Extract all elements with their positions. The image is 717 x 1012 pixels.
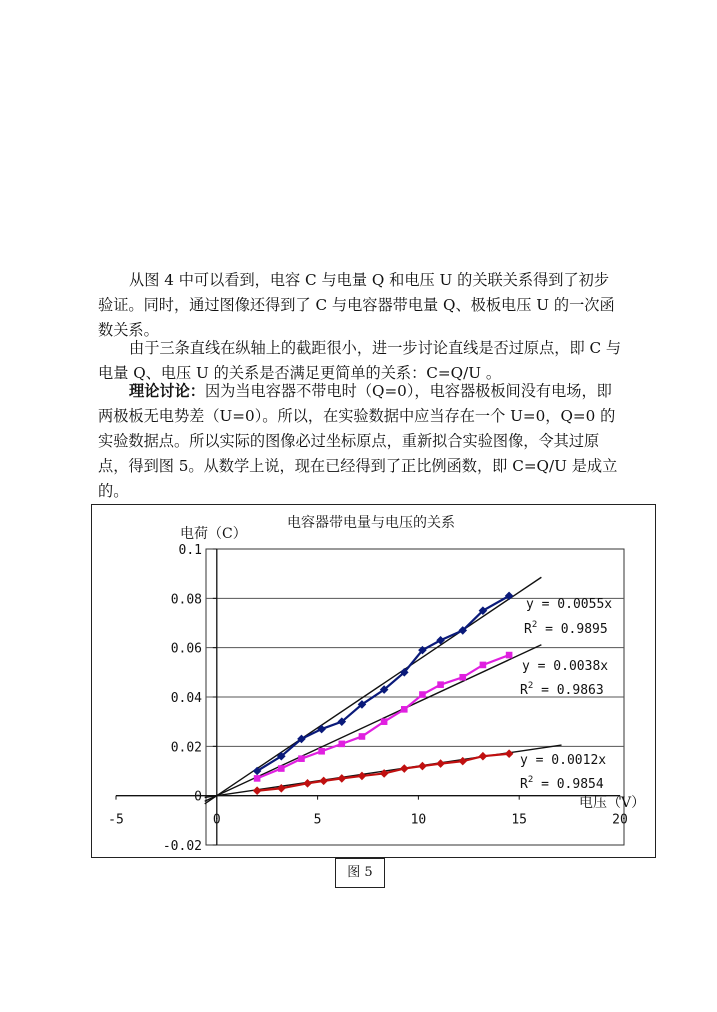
paragraph-3 bbox=[98, 379, 623, 504]
y-tick-label: 0.08 bbox=[170, 592, 202, 608]
data-point-magenta bbox=[381, 718, 388, 725]
data-point-magenta bbox=[318, 748, 325, 755]
data-point-magenta bbox=[419, 691, 426, 698]
y-tick-label: 0.1 bbox=[178, 543, 202, 558]
data-point-magenta bbox=[254, 775, 261, 782]
chart-title: 电容器带电量与电压的关系 bbox=[287, 515, 455, 531]
x-tick-label: 10 bbox=[410, 812, 427, 828]
data-point-magenta bbox=[506, 652, 513, 659]
y-axis-label: 电荷（C） bbox=[180, 526, 247, 542]
paragraph-3-text: 因为当电容器不带电时（Q=0），电容器极板间没有电场，即两极板无电势差（U=0）。所以，在实验数据中应当存在一个 U=0，Q=0 的实验数据点。所以实际的图像必过坐标原点，重新拟合实验图像，令其过原点，得到图 5。从数学上说，现在已经得到了正比例函数，即 C=Q/U 是成立的。 bbox=[98, 382, 618, 500]
data-point-magenta bbox=[437, 681, 444, 688]
r2-value: = 0.9854 bbox=[533, 777, 604, 792]
r2-superscript: 2 bbox=[527, 775, 534, 785]
y-tick-label: -0.02 bbox=[162, 839, 202, 854]
fit-equation-magenta: y = 0.0038x bbox=[522, 659, 609, 674]
x-tick-label: 0 bbox=[212, 812, 221, 828]
y-tick-label: 0.06 bbox=[170, 641, 202, 657]
data-point-magenta bbox=[338, 741, 345, 748]
fit-equation-red: y = 0.0012x bbox=[520, 753, 607, 768]
r2-symbol: R bbox=[520, 777, 528, 792]
r2-value: = 0.9863 bbox=[533, 683, 604, 698]
x-axis-label: 电压（V） bbox=[579, 795, 646, 811]
r2-superscript: 2 bbox=[527, 681, 534, 691]
y-tick-label: 0 bbox=[194, 789, 202, 805]
r2-superscript: 2 bbox=[531, 620, 538, 630]
figure-frame bbox=[91, 504, 656, 858]
x-tick-label: 5 bbox=[313, 812, 322, 828]
figure-caption: 图 5 bbox=[335, 858, 385, 888]
data-point-magenta bbox=[459, 674, 466, 681]
data-point-magenta bbox=[298, 755, 305, 762]
fit-r2-blue bbox=[524, 620, 608, 637]
paragraph-1: 从图 4 中可以看到，电容 C 与电量 Q 和电压 U 的关联关系得到了初步验证。同时，通过图像还得到了 C 与电容器带电量 Q、极板电压 U 的一次函数关系。 bbox=[98, 271, 615, 339]
fit-r2-magenta bbox=[520, 681, 604, 698]
fit-r2-red bbox=[520, 775, 604, 792]
paragraph-3-label: 理论讨论： bbox=[129, 382, 205, 400]
data-point-magenta bbox=[401, 706, 408, 713]
data-point-magenta bbox=[480, 662, 487, 669]
chart bbox=[92, 505, 657, 859]
fit-equation-blue: y = 0.0055x bbox=[526, 597, 613, 612]
x-tick-label: 15 bbox=[511, 812, 528, 828]
y-tick-label: 0.02 bbox=[170, 740, 202, 756]
r2-symbol: R bbox=[520, 683, 528, 698]
data-point-magenta bbox=[359, 733, 366, 740]
x-tick-label: 20 bbox=[612, 812, 628, 828]
r2-symbol: R bbox=[524, 622, 532, 637]
x-tick-label: -5 bbox=[108, 812, 124, 828]
data-point-magenta bbox=[278, 765, 285, 772]
paragraph-2: 由于三条直线在纵轴上的截距很小，进一步讨论直线是否过原点，即 C 与电量 Q、电压 U 的关系是否满足更简单的关系：C=Q/U 。 bbox=[98, 339, 622, 382]
r2-value: = 0.9895 bbox=[537, 622, 608, 637]
y-tick-label: 0.04 bbox=[170, 691, 202, 706]
